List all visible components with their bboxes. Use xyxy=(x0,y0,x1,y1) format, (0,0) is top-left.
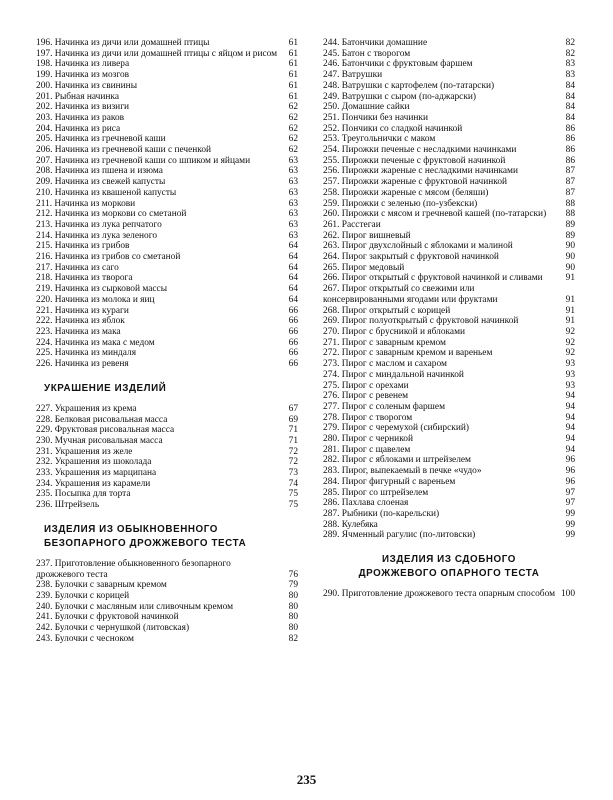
entry-page: 66 xyxy=(288,359,298,370)
entry-page: 64 xyxy=(288,294,298,305)
entry-page: 76 xyxy=(288,569,298,580)
entry-title: 225. Начинка из миндаля xyxy=(36,348,137,359)
entry-title: 240. Булочки с масляным или сливочным кремом xyxy=(36,601,234,612)
entry-page: 91 xyxy=(565,316,575,327)
entry-title: 206. Начинка из гречневой каши с печенкой xyxy=(36,145,212,156)
entry-page: 91 xyxy=(565,305,575,316)
entry-title: 274. Пирог с миндальной начинкой xyxy=(323,369,464,380)
entry-page: 62 xyxy=(288,102,298,113)
toc-entry xyxy=(36,49,298,60)
entry-title: 228. Белковая рисовальная масса xyxy=(36,414,168,425)
entry-title: 280. Пирог с черникой xyxy=(323,434,413,445)
entry-title: 268. Пирог открытый с корицей xyxy=(323,305,451,316)
toc-entry xyxy=(36,457,298,468)
toc-entry xyxy=(323,284,575,305)
entry-page: 64 xyxy=(288,273,298,284)
entry-page: 96 xyxy=(565,455,575,466)
entry-page: 86 xyxy=(565,155,575,166)
toc-entry xyxy=(323,370,575,381)
entry-page: 90 xyxy=(565,241,575,252)
entry-page: 66 xyxy=(288,316,298,327)
entry-page: 72 xyxy=(288,446,298,457)
toc-entry xyxy=(323,102,575,113)
section-heading: ДРОЖЖЕВОГО ОПАРНОГО ТЕСТА xyxy=(358,568,540,580)
toc-entry xyxy=(36,404,298,415)
toc-entry xyxy=(323,220,575,231)
toc-entry xyxy=(36,81,298,92)
toc-entry xyxy=(36,124,298,135)
entry-title: 264. Пирог закрытый с фруктовой начинкой xyxy=(323,252,499,263)
toc-entry xyxy=(323,316,575,327)
entry-title: 261. Расстегаи xyxy=(323,219,381,230)
entry-page: 80 xyxy=(288,612,298,623)
toc-entry xyxy=(323,38,575,49)
entry-page: 80 xyxy=(288,623,298,634)
entry-page: 97 xyxy=(565,487,575,498)
entry-title: 247. Ватрушки xyxy=(323,70,383,81)
toc-entry xyxy=(36,348,298,359)
entry-title: 285. Пирог со штрейзелем xyxy=(323,487,429,498)
entry-page: 93 xyxy=(565,380,575,391)
entry-page: 61 xyxy=(288,91,298,102)
entry-title: 262. Пирог вишневый xyxy=(323,230,411,241)
entry-page: 91 xyxy=(565,294,575,305)
entry-title: 241. Булочки с фруктовой начинкой xyxy=(36,612,179,623)
entry-title: 286. Пахлава слоеная xyxy=(323,498,409,509)
toc-entry xyxy=(36,145,298,156)
entry-group xyxy=(36,38,298,370)
entry-page: 64 xyxy=(288,241,298,252)
toc-entry xyxy=(323,413,575,424)
toc-entry xyxy=(323,134,575,145)
entry-title: 289. Ячменный рагулис (по-литовски) xyxy=(323,530,476,541)
toc-entry xyxy=(323,199,575,210)
toc-entry xyxy=(323,455,575,466)
entry-title: 290. Приготовление дрожжевого теста опарным способом xyxy=(323,589,556,600)
entry-page: 84 xyxy=(565,80,575,91)
entry-page: 87 xyxy=(565,187,575,198)
entry-title: 204. Начинка из риса xyxy=(36,123,121,134)
toc-entry xyxy=(323,156,575,167)
toc-entry xyxy=(36,591,298,602)
entry-page: 84 xyxy=(565,112,575,123)
entry-title: 284. Пирог фигурный с вареньем xyxy=(323,476,456,487)
entry-title: 252. Пончики со сладкой начинкой xyxy=(323,123,463,134)
entry-group xyxy=(36,404,298,511)
toc-entry xyxy=(36,436,298,447)
toc-entry xyxy=(323,273,575,284)
entry-page: 66 xyxy=(288,305,298,316)
toc-entry xyxy=(323,520,575,531)
entry-title: 221. Начинка из кураги xyxy=(36,305,129,316)
entry-page: 91 xyxy=(565,273,575,284)
toc-entry xyxy=(36,134,298,145)
entry-title: 276. Пирог с ревенем xyxy=(323,391,409,402)
entry-page: 82 xyxy=(565,48,575,59)
section-heading: УКРАШЕНИЕ ИЗДЕЛИЙ xyxy=(44,382,167,394)
entry-page: 86 xyxy=(565,134,575,145)
toc-entry xyxy=(36,338,298,349)
entry-page: 94 xyxy=(565,434,575,445)
entry-title: 255. Пирожки печеные с фруктовой начинкой xyxy=(323,155,506,166)
entry-page: 74 xyxy=(288,478,298,489)
entry-page: 64 xyxy=(288,252,298,263)
entry-title: 212. Начинка из моркови со сметаной xyxy=(36,209,187,220)
toc-entry xyxy=(323,434,575,445)
entry-page: 63 xyxy=(288,230,298,241)
entry-title: 260. Пирожки с мясом и гречневой кашей (по-татарски) xyxy=(323,209,547,220)
entry-page: 75 xyxy=(288,489,298,500)
entry-page: 75 xyxy=(288,500,298,511)
entry-title: 234. Украшения из карамели xyxy=(36,478,151,489)
entry-title: 282. Пирог с яблоками и штрейзелем xyxy=(323,455,471,466)
entry-title: 272. Пирог с заварным кремом и вареньем xyxy=(323,348,493,359)
entry-page: 80 xyxy=(288,601,298,612)
entry-page: 63 xyxy=(288,155,298,166)
toc-entry xyxy=(36,500,298,511)
toc-entry xyxy=(323,498,575,509)
entry-page: 73 xyxy=(288,468,298,479)
entry-page: 71 xyxy=(288,435,298,446)
toc-entry xyxy=(36,425,298,436)
entry-title: 214. Начинка из лука зеленого xyxy=(36,230,158,241)
entry-title: 217. Начинка из саго xyxy=(36,262,119,273)
entry-page: 96 xyxy=(565,466,575,477)
entry-title: 211. Начинка из моркови xyxy=(36,198,136,209)
entry-title: 232. Украшения из шоколада xyxy=(36,457,152,468)
toc-entry xyxy=(323,306,575,317)
entry-title: 209. Начинка из свежей капусты xyxy=(36,177,166,188)
entry-title: 243. Булочки с чесноком xyxy=(36,633,134,644)
entry-title: 263. Пирог двухслойный с яблоками и малиной xyxy=(323,241,513,252)
entry-page: 92 xyxy=(565,348,575,359)
entry-title: 253. Треугольнички с маком xyxy=(323,134,436,145)
toc-entry xyxy=(36,447,298,458)
entry-page: 62 xyxy=(288,134,298,145)
toc-entry xyxy=(36,316,298,327)
entry-title: 266. Пирог открытый с фруктовой начинкой и сливами xyxy=(323,273,543,284)
entry-title: 236. Штрейзель xyxy=(36,500,100,511)
entry-title: 249. Ватрушки с сыром (по-аджарски) xyxy=(323,91,477,102)
toc-entry xyxy=(323,338,575,349)
toc-entry xyxy=(323,209,575,220)
entry-title: 287. Рыбники (по-карельски) xyxy=(323,508,440,519)
entry-title: 269. Пирог полуоткрытый с фруктовой начинкой xyxy=(323,316,519,327)
entry-page: 63 xyxy=(288,219,298,230)
entry-title: 273. Пирог с маслом и сахаром xyxy=(323,359,447,370)
toc-entry xyxy=(36,612,298,623)
entry-page: 66 xyxy=(288,337,298,348)
entry-page: 87 xyxy=(565,166,575,177)
toc-entry xyxy=(323,391,575,402)
toc-entry xyxy=(323,59,575,70)
entry-title: 215. Начинка из грибов xyxy=(36,241,130,252)
entry-page: 61 xyxy=(288,38,298,48)
entry-page: 84 xyxy=(565,91,575,102)
toc-entry xyxy=(36,241,298,252)
toc-entry xyxy=(36,102,298,113)
entry-page: 69 xyxy=(288,414,298,425)
entry-group xyxy=(323,589,575,600)
entry-page: 79 xyxy=(288,580,298,591)
toc-entry xyxy=(323,241,575,252)
entry-page: 94 xyxy=(565,423,575,434)
entry-title: 258. Пирожки жареные с мясом (беляши) xyxy=(323,187,489,198)
toc-entry xyxy=(36,580,298,591)
toc-entry xyxy=(323,231,575,242)
entry-title: 213. Начинка из лука репчатого xyxy=(36,219,162,230)
entry-page: 83 xyxy=(565,59,575,70)
entry-title: 220. Начинка из молока и яиц xyxy=(36,294,155,305)
entry-title: 237. Приготовление обыкновенного безопарного дрожжевого теста xyxy=(36,558,231,580)
toc-entry xyxy=(323,359,575,370)
toc-entry xyxy=(36,38,298,49)
entry-page: 92 xyxy=(565,337,575,348)
entry-page: 62 xyxy=(288,112,298,123)
entry-title: 288. Кулебяка xyxy=(323,519,378,530)
entry-page: 67 xyxy=(288,403,298,414)
toc-entry xyxy=(323,445,575,456)
entry-page: 80 xyxy=(288,590,298,601)
toc-entry xyxy=(323,589,575,600)
entry-title: 259. Пирожки с зеленью (по-узбекски) xyxy=(323,198,478,209)
toc-entry xyxy=(323,348,575,359)
toc-entry xyxy=(323,70,575,81)
entry-title: 251. Пончики без начинки xyxy=(323,112,428,123)
entry-page: 61 xyxy=(288,59,298,70)
entry-page: 100 xyxy=(560,589,575,600)
entry-page: 63 xyxy=(288,177,298,188)
entry-page: 63 xyxy=(288,187,298,198)
entry-page: 89 xyxy=(565,219,575,230)
right-column xyxy=(323,38,575,600)
toc-entry xyxy=(323,530,575,541)
entry-page: 62 xyxy=(288,145,298,156)
toc-entry xyxy=(323,188,575,199)
entry-title: 278. Пирог с творогом xyxy=(323,412,413,423)
toc-entry xyxy=(36,327,298,338)
toc-entry xyxy=(36,263,298,274)
toc-entry xyxy=(323,263,575,274)
entry-page: 99 xyxy=(565,508,575,519)
entry-page: 87 xyxy=(565,177,575,188)
toc-entry xyxy=(36,284,298,295)
toc-entry xyxy=(36,559,298,580)
entry-title: 256. Пирожки жареные с несладкими начинками xyxy=(323,166,519,177)
toc-entry xyxy=(323,477,575,488)
entry-title: 227. Украшения из крема xyxy=(36,403,137,414)
toc-entry xyxy=(36,489,298,500)
toc-entry xyxy=(323,381,575,392)
toc-entry xyxy=(36,295,298,306)
entry-page: 84 xyxy=(565,102,575,113)
entry-page: 83 xyxy=(565,70,575,81)
entry-title: 222. Начинка из яблок xyxy=(36,316,125,327)
entry-page: 72 xyxy=(288,457,298,468)
toc-entry xyxy=(36,209,298,220)
entry-title: 210. Начинка из квашеной капусты xyxy=(36,187,177,198)
toc-entry xyxy=(36,231,298,242)
toc-entry xyxy=(36,252,298,263)
entry-group xyxy=(36,559,298,645)
toc-entry xyxy=(36,70,298,81)
entry-title: 238. Булочки с заварным кремом xyxy=(36,580,167,591)
entry-title: 197. Начинка из дичи или домашней птицы с яйцом и рисом xyxy=(36,48,278,59)
entry-page: 94 xyxy=(565,401,575,412)
entry-title: 199. Начинка из мозгов xyxy=(36,70,130,81)
toc-entry xyxy=(36,602,298,613)
entry-title: 224. Начинка из мака с медом xyxy=(36,337,155,348)
entry-page: 94 xyxy=(565,391,575,402)
toc-entry xyxy=(323,124,575,135)
entry-title: 233. Украшения из марципана xyxy=(36,468,157,479)
toc-entry xyxy=(36,199,298,210)
toc-entry xyxy=(36,113,298,124)
page-number: 235 xyxy=(296,772,317,787)
entry-title: 208. Начинка из пшена и изюма xyxy=(36,166,163,177)
entry-page: 86 xyxy=(565,123,575,134)
entry-page: 97 xyxy=(565,498,575,509)
entry-page: 93 xyxy=(565,359,575,370)
entry-title: 279. Пирог с черемухой (сибирский) xyxy=(323,423,469,434)
entry-title: 205. Начинка из гречневой каши xyxy=(36,134,166,145)
entry-page: 61 xyxy=(288,48,298,59)
toc-entry xyxy=(36,177,298,188)
entry-page: 62 xyxy=(288,123,298,134)
entry-title: 207. Начинка из гречневой каши со шпиком и яйцами xyxy=(36,155,251,166)
entry-title: 250. Домашние сайки xyxy=(323,102,410,113)
entry-page: 63 xyxy=(288,198,298,209)
entry-title: 254. Пирожки печеные с несладкими начинками xyxy=(323,145,517,156)
toc-entry xyxy=(323,177,575,188)
toc-entry xyxy=(36,306,298,317)
toc-entry xyxy=(323,466,575,477)
entry-page: 71 xyxy=(288,425,298,436)
toc-entry xyxy=(323,92,575,103)
entry-title: 198. Начинка из ливера xyxy=(36,59,130,70)
entry-page: 63 xyxy=(288,209,298,220)
entry-page: 63 xyxy=(288,166,298,177)
section-heading: ИЗДЕЛИЯ ИЗ СДОБНОГО xyxy=(382,554,516,566)
entry-group xyxy=(323,38,575,541)
toc-entry xyxy=(323,252,575,263)
toc-entry xyxy=(323,402,575,413)
toc-entry xyxy=(36,156,298,167)
entry-page: 99 xyxy=(565,519,575,530)
entry-page: 93 xyxy=(565,369,575,380)
entry-page: 90 xyxy=(565,252,575,263)
toc-entry xyxy=(36,59,298,70)
entry-title: 218. Начинка из творога xyxy=(36,273,133,284)
entry-page: 88 xyxy=(565,209,575,220)
entry-title: 242. Булочки с чернушкой (литовская) xyxy=(36,623,190,634)
entry-page: 90 xyxy=(565,262,575,273)
entry-title: 200. Начинка из свинины xyxy=(36,80,137,91)
entry-page: 64 xyxy=(288,284,298,295)
entry-page: 66 xyxy=(288,326,298,337)
entry-title: 275. Пирог с орехами xyxy=(323,380,409,391)
toc-entry xyxy=(323,509,575,520)
entry-title: 223. Начинка из мака xyxy=(36,326,121,337)
entry-title: 257. Пирожки жареные с фруктовой начинкой xyxy=(323,177,508,188)
entry-title: 267. Пирог открытый со свежими или консервированными ягодами или фруктами xyxy=(323,284,498,305)
entry-title: 231. Украшения из желе xyxy=(36,446,133,457)
entry-title: 244. Батончики домашние xyxy=(323,38,428,48)
section-heading: ИЗДЕЛИЯ ИЗ ОБЫКНОВЕННОГО xyxy=(44,523,219,535)
toc-entry xyxy=(36,634,298,645)
entry-page: 82 xyxy=(288,633,298,644)
left-column xyxy=(36,38,298,644)
entry-title: 265. Пирог медовый xyxy=(323,262,405,273)
entry-title: 281. Пирог с щавелем xyxy=(323,444,411,455)
toc-entry xyxy=(36,92,298,103)
entry-title: 246. Батончики с фруктовым фаршем xyxy=(323,59,473,70)
entry-page: 88 xyxy=(565,198,575,209)
toc-entry xyxy=(36,479,298,490)
toc-entry xyxy=(36,220,298,231)
toc-entry xyxy=(36,188,298,199)
toc-entry xyxy=(323,423,575,434)
entry-title: 245. Батон с творогом xyxy=(323,48,411,59)
entry-title: 196. Начинка из дичи или домашней птицы xyxy=(36,38,210,48)
entry-page: 89 xyxy=(565,230,575,241)
entry-page: 66 xyxy=(288,348,298,359)
entry-page: 99 xyxy=(565,530,575,541)
toc-entry xyxy=(323,166,575,177)
entry-page: 64 xyxy=(288,262,298,273)
toc-entry xyxy=(323,327,575,338)
entry-title: 219. Начинка из сырковой массы xyxy=(36,284,168,295)
entry-page: 86 xyxy=(565,145,575,156)
section-heading: БЕЗОПАРНОГО ДРОЖЖЕВОГО ТЕСТА xyxy=(44,537,247,549)
toc-entry xyxy=(323,81,575,92)
toc-entry xyxy=(36,359,298,370)
entry-title: 283. Пирог, выпекаемый в печке «чудо» xyxy=(323,466,482,477)
entry-title: 226. Начинка из ревеня xyxy=(36,359,129,370)
entry-page: 92 xyxy=(565,326,575,337)
entry-page: 61 xyxy=(288,80,298,91)
entry-title: 239. Булочки с корицей xyxy=(36,590,130,601)
toc-entry xyxy=(36,273,298,284)
entry-title: 277. Пирог с соленым фаршем xyxy=(323,401,445,412)
entry-page: 94 xyxy=(565,412,575,423)
toc-entry xyxy=(323,145,575,156)
entry-title: 270. Пирог с брусникой и яблоками xyxy=(323,326,466,337)
toc-entry xyxy=(323,488,575,499)
entry-title: 229. Фруктовая рисовальная масса xyxy=(36,425,175,436)
entry-title: 235. Посыпка для торта xyxy=(36,489,131,500)
entry-title: 216. Начинка из грибов со сметаной xyxy=(36,252,181,263)
toc-entry xyxy=(323,113,575,124)
entry-title: 201. Рыбная начинка xyxy=(36,91,119,102)
entry-title: 202. Начинка из визиги xyxy=(36,102,130,113)
toc-entry xyxy=(323,49,575,60)
entry-page: 96 xyxy=(565,476,575,487)
toc-entry xyxy=(36,415,298,426)
entry-title: 271. Пирог с заварным кремом xyxy=(323,337,446,348)
entry-title: 203. Начинка из раков xyxy=(36,112,125,123)
toc-entry xyxy=(36,623,298,634)
entry-title: 230. Мучная рисовальная масса xyxy=(36,435,163,446)
entry-page: 94 xyxy=(565,444,575,455)
entry-page: 82 xyxy=(565,38,575,48)
entry-title: 248. Ватрушки с картофелем (по-татарски) xyxy=(323,80,495,91)
toc-entry xyxy=(36,166,298,177)
toc-entry xyxy=(36,468,298,479)
entry-page: 61 xyxy=(288,70,298,81)
